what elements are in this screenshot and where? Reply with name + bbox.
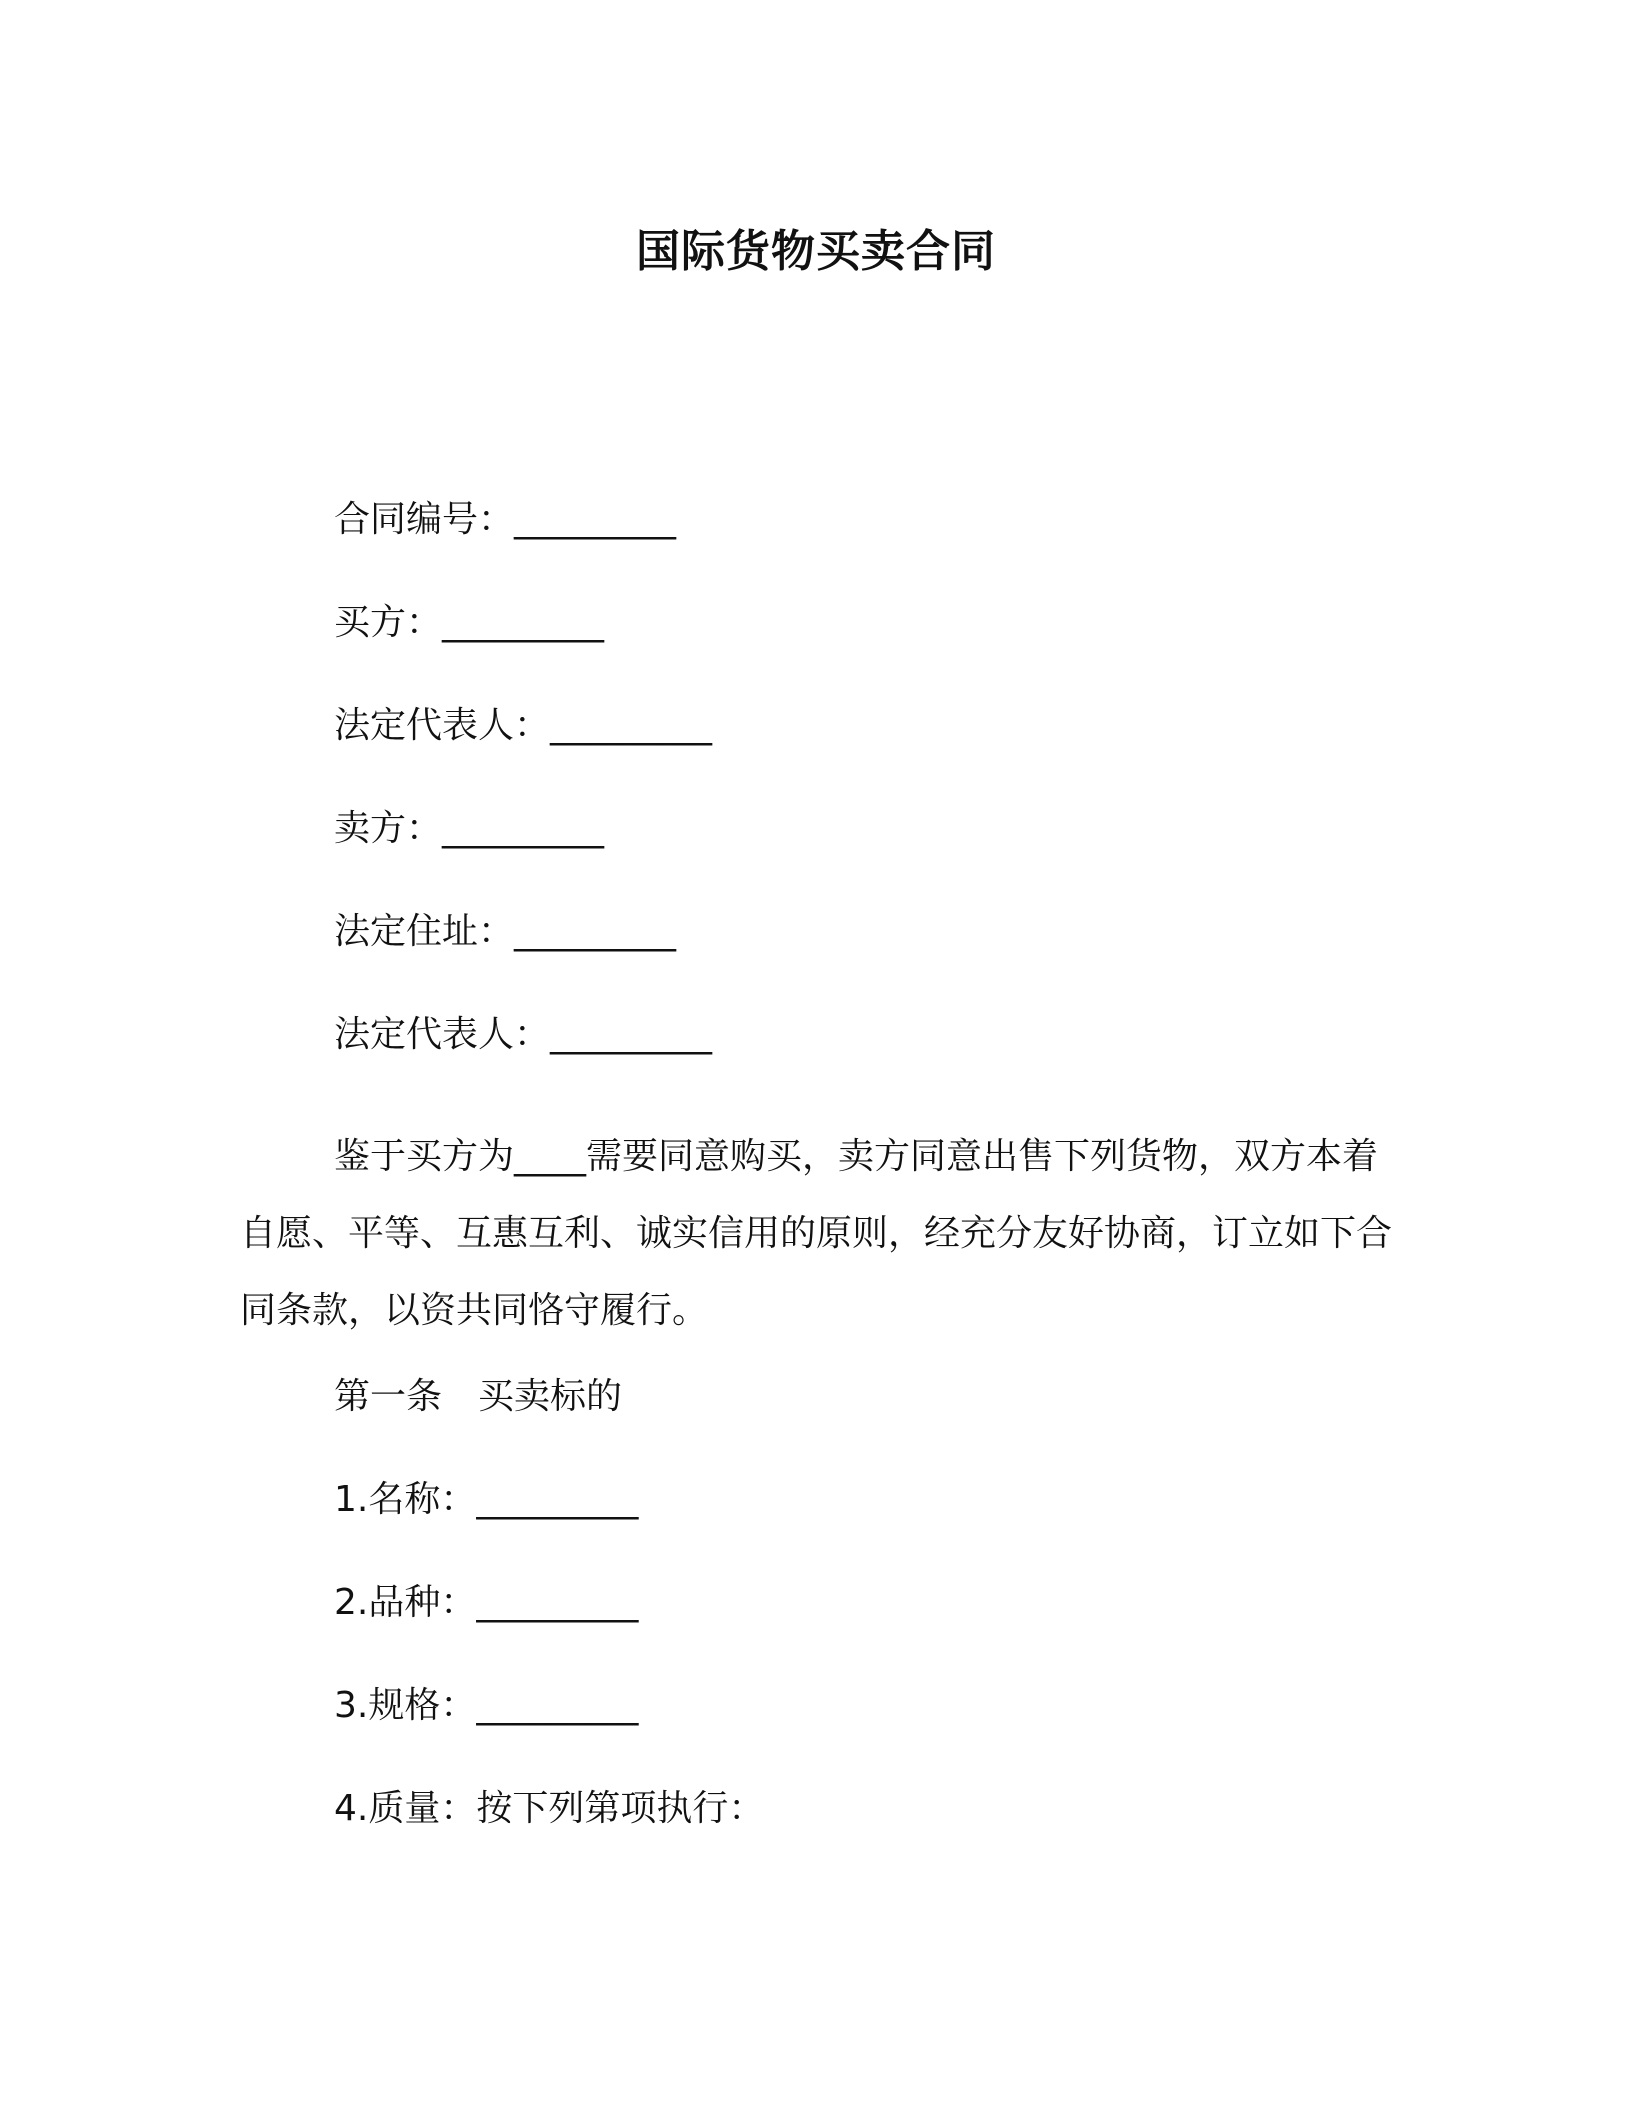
intro-paragraph-text: 鉴于买方为____需要同意购买，卖方同意出售下列货物，双方本着自愿、平等、互惠互利、诚实信用的原则，经充分友好协商，订立如下合同条款，以资共同恪守履行。: [240, 1136, 1393, 1331]
document-title: 国际货物买卖合同: [636, 226, 996, 277]
article-1-item-quality: 4.质量：按下列第项执行：: [334, 1788, 765, 1829]
field-seller: 卖方：_________: [334, 808, 605, 849]
field-seller-legal-representative: 法定代表人：_________: [334, 1014, 713, 1055]
field-contract-number: 合同编号：_________: [334, 499, 677, 540]
field-legal-address: 法定住址：_________: [334, 911, 677, 952]
article-1-item-specification: 3.规格：_________: [334, 1685, 639, 1726]
intro-paragraph: [240, 1118, 1400, 1349]
field-buyer: 买方：_________: [334, 602, 605, 643]
article-1-item-variety: 2.品种：_________: [334, 1582, 639, 1623]
field-buyer-legal-representative: 法定代表人：_________: [334, 705, 713, 746]
article-1-item-name: 1.名称：_________: [334, 1479, 639, 1520]
article-1-heading: 第一条 买卖标的: [334, 1376, 623, 1417]
